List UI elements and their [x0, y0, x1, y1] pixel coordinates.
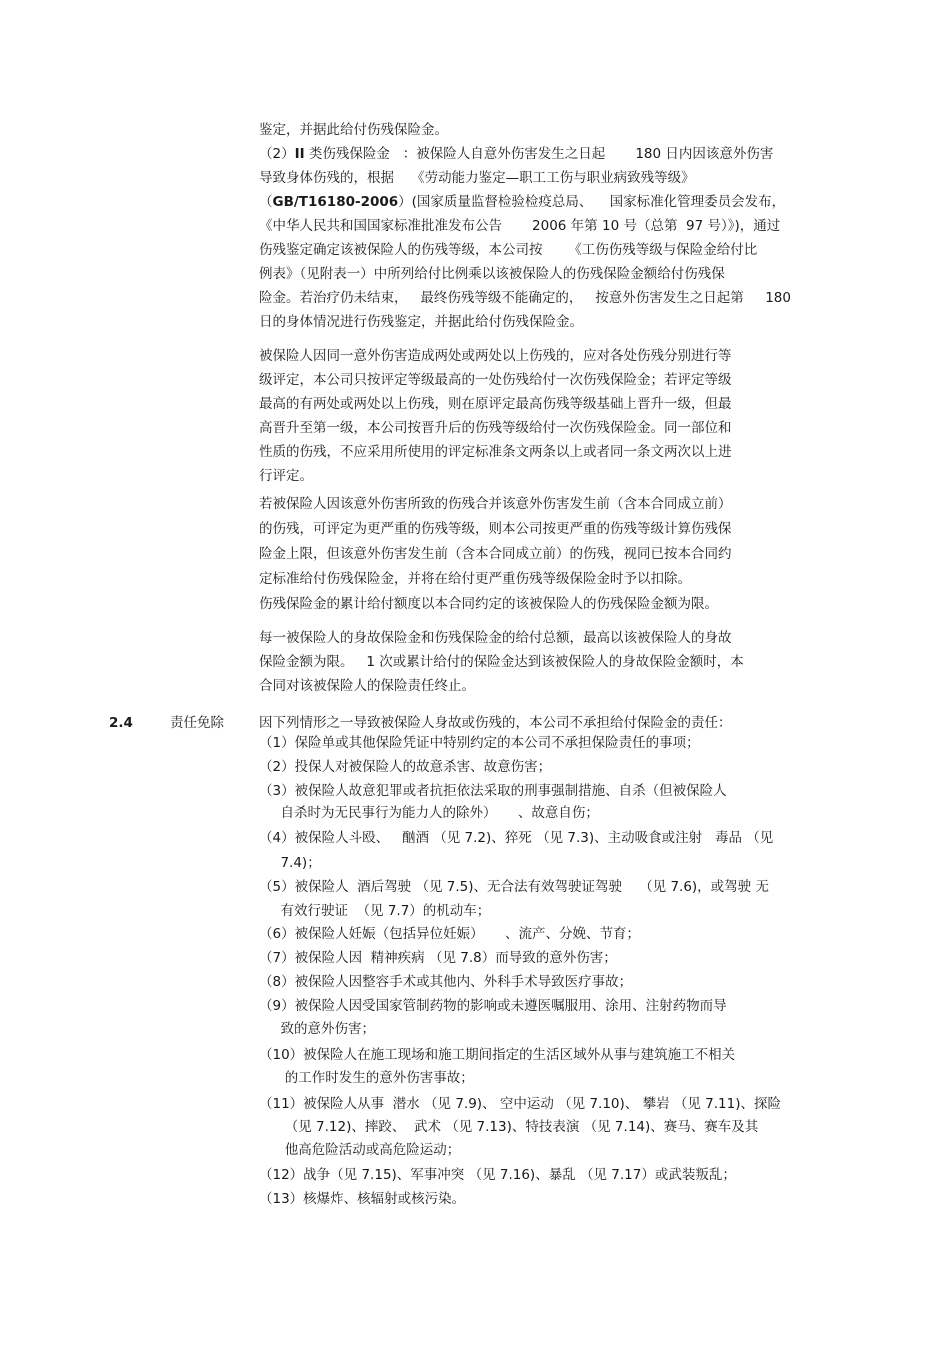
text-line: 鉴定，并据此给付伤残保险金。: [259, 122, 448, 138]
text-line: 高晋升至第一级，本公司按晋升后的伤残等级给付一次伤残保险金。同一部位和: [259, 420, 732, 436]
list-item: （2）投保人对被保险人的故意杀害、故意伤害；: [259, 759, 552, 775]
text-line: 伤残鉴定确定该被保险人的伤残等级，本公司按 《工伤伤残等级与保险金给付比: [259, 242, 758, 258]
list-item-continued: 7.4)；: [259, 855, 321, 871]
text-line: 日的身体情况进行伤残鉴定，并据此给付伤残保险金。: [259, 314, 583, 330]
list-item-continued: （见 7.12)、摔跤、 武术 （见 7.13)、特技表演 （见 7.14)、赛马、赛车及其: [259, 1119, 759, 1135]
text-line: 每一被保险人的身故保险金和伤残保险金的给付总额，最高以该被保险人的身故: [259, 630, 732, 646]
list-item: （7）被保险人因 精神疾病 （见 7.8）而导致的意外伤害；: [259, 950, 617, 966]
text-line: 行评定。: [259, 468, 313, 484]
list-item: （5）被保险人 酒后驾驶 （见 7.5)、无合法有效驾驶证驾驶 （见 7.6)，或驾驶 无: [259, 879, 769, 895]
text-line: （GB/T16180-2006）(国家质量监督检验检疫总局、 国家标准化管理委员会发布，: [259, 194, 786, 210]
list-item: （10）被保险人在施工现场和施工期间指定的生活区域外从事与建筑施工不相关: [259, 1047, 736, 1063]
text-line: （2）II 类伤残保险金 ：被保险人自意外伤害发生之日起 180 日内因该意外伤害: [259, 146, 774, 162]
list-item: （9）被保险人因受国家管制药物的影响或未遵医嘱服用、涂用、注射药物而导: [259, 998, 727, 1014]
text-line: 最高的有两处或两处以上伤残，则在原评定最高伤残等级基础上晋升一级，但最: [259, 396, 732, 412]
text-line: 被保险人因同一意外伤害造成两处或两处以上伤残的，应对各处伤残分别进行等: [259, 348, 732, 364]
section-title: 责任免除: [170, 715, 224, 731]
list-item: （1）保险单或其他保险凭证中特别约定的本公司不承担保险责任的事项；: [259, 735, 700, 751]
text-line: 性质的伤残，不应采用所使用的评定标准条文两条以上或者同一条文两次以上进: [259, 444, 732, 460]
list-item: （6）被保险人妊娠（包括异位妊娠） 、流产、分娩、节育；: [259, 926, 641, 942]
text-line: 险金上限，但该意外伤害发生前（含本合同成立前）的伤残，视同已按本合同约: [259, 546, 732, 562]
list-item: （4）被保险人斗殴、 酗酒 （见 7.2)、猝死 （见 7.3)、主动吸食或注射 毒品 （见: [259, 830, 774, 846]
list-item: （13）核爆炸、核辐射或核污染。: [259, 1191, 466, 1207]
list-item: （8）被保险人因整容手术或其他内、外科手术导致医疗事故；: [259, 974, 633, 990]
list-item-continued: 有效行驶证 （见 7.7）的机动车；: [259, 903, 491, 919]
text-line: 例表》（见附表一）中所列给付比例乘以该被保险人的伤残保险金额给付伤残保: [259, 266, 725, 282]
list-item-continued: 他高危险活动或高危险运动；: [259, 1142, 461, 1158]
text-line: 导致身体伤残的，根据 《劳动能力鉴定—职工工伤与职业病致残等级》: [259, 170, 695, 186]
list-item-continued: 的工作时发生的意外伤害事故；: [259, 1070, 474, 1086]
list-item: （3）被保险人故意犯罪或者抗拒依法采取的刑事强制措施、自杀（但被保险人: [259, 783, 727, 799]
text-line: 的伤残，可评定为更严重的伤残等级，则本公司按更严重的伤残等级计算伤残保: [259, 521, 732, 537]
list-item-continued: 致的意外伤害；: [259, 1021, 375, 1037]
text-line: 合同对该被保险人的保险责任终止。: [259, 678, 475, 694]
text-line: 定标准给付伤残保险金，并将在给付更严重伤残等级保险金时予以扣除。: [259, 571, 691, 587]
text-line: 伤残保险金的累计给付额度以本合同约定的该被保险人的伤残保险金额为限。: [259, 596, 718, 612]
list-item: （12）战争（见 7.15)、军事冲突 （见 7.16)、暴乱 （见 7.17）或武装叛乱；: [259, 1167, 736, 1183]
section-number: 2.4: [109, 715, 133, 731]
text-line: 因下列情形之一导致被保险人身故或伤残的，本公司不承担给付保险金的责任：: [259, 715, 732, 731]
text-line: 保险金额为限。 1 次或累计给付的保险金达到该被保险人的身故保险金额时，本: [259, 654, 744, 670]
text-line: 若被保险人因该意外伤害所致的伤残合并该意外伤害发生前（含本合同成立前）: [259, 496, 732, 512]
text-line: 《中华人民共和国国家标准批准发布公告 2006 年第 10 号（总第 97 号）》)，通过: [259, 218, 781, 234]
text-line: 险金。若治疗仍未结束， 最终伤残等级不能确定的， 按意外伤害发生之日起第 180: [259, 290, 791, 306]
list-item-continued: 自杀时为无民事行为能力人的除外） 、故意自伤；: [259, 805, 599, 821]
text-line: 级评定，本公司只按评定等级最高的一处伤残给付一次伤残保险金；若评定等级: [259, 372, 732, 388]
list-item: （11）被保险人从事 潜水 （见 7.9)、 空中运动 （见 7.10)、 攀岩 （见 7.11)、探险: [259, 1096, 781, 1112]
